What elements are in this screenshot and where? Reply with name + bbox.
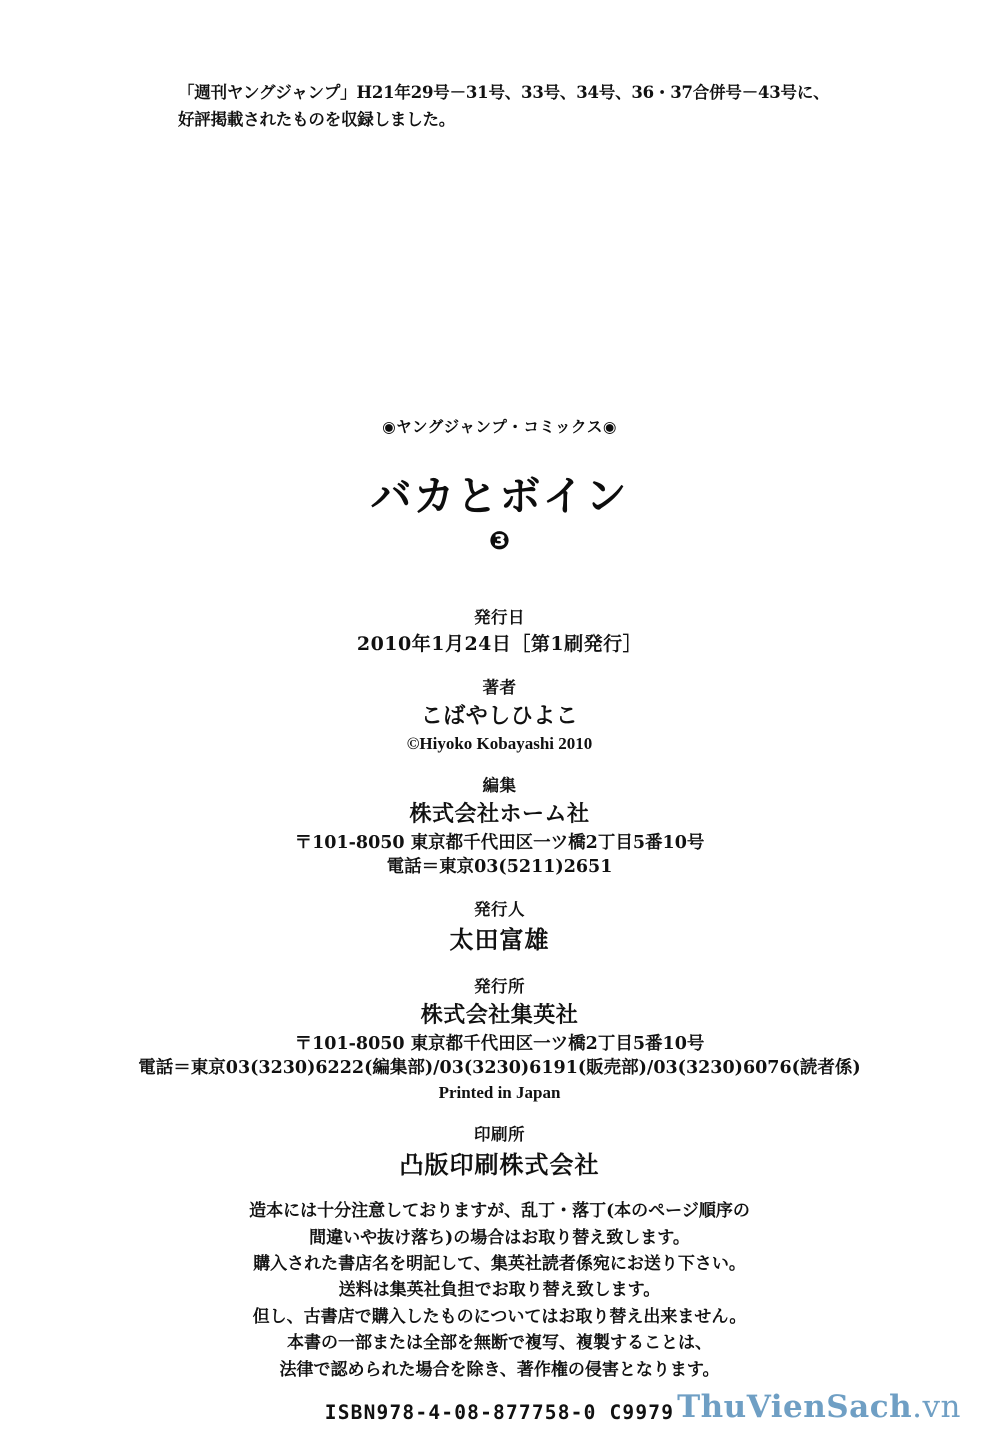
- printed-in-line: Printed in Japan: [438, 1083, 561, 1103]
- publication-date-label: 発行日: [474, 608, 525, 627]
- watermark-suffix: .vn: [912, 1389, 961, 1425]
- legal-notice: [0, 1198, 999, 1382]
- imprint-block: [0, 415, 999, 553]
- editor-company: 株式会社ホーム社: [409, 801, 590, 828]
- publisher-label: 発行所: [474, 977, 525, 997]
- legal-notice-line-2: 間違いや抜け落ち)の場合はお取り替え致します。: [309, 1227, 690, 1248]
- publication-date-value: 2010年1月24日［第1刷発行］: [356, 633, 643, 655]
- publisher-person-field: [0, 896, 999, 957]
- copyright-line: ©Hiyoko Kobayashi 2010: [406, 734, 593, 754]
- serialization-note-line-1: 「週刊ヤングジャンプ」H21年29号－31号、33号、34号、36・37合併号－43号に、: [178, 83, 830, 102]
- editor-address: 〒101-8050 東京都千代田区一ツ橋2丁目5番10号: [294, 832, 705, 853]
- author-field: [0, 674, 999, 756]
- colophon-details: [0, 588, 999, 1424]
- serialization-note: [178, 80, 878, 133]
- publisher-company: 株式会社集英社: [420, 1002, 579, 1029]
- publisher-person-name: 太田富雄: [449, 925, 550, 955]
- isbn-code: ISBN978-4-08-877758-0 C9979: [324, 1400, 675, 1424]
- watermark-part-1: Thu: [677, 1389, 747, 1425]
- site-watermark: [677, 1389, 961, 1425]
- publication-date-field: [0, 604, 999, 658]
- publisher-person-label: 発行人: [474, 900, 525, 920]
- publisher-field: [0, 973, 999, 1105]
- publisher-address: 〒101-8050 東京都千代田区一ツ橋2丁目5番10号: [294, 1033, 705, 1054]
- legal-notice-line-3: 購入された書店名を明記して、集英社読者係宛にお送り下さい。: [253, 1254, 746, 1275]
- legal-notice-line-4: 送料は集英社負担でお取り替え致します。: [338, 1280, 661, 1301]
- author-name: こばやしひよこ: [420, 702, 579, 729]
- legal-notice-line-6: 本書の一部または全部を無断で複写、複製することは、: [287, 1333, 712, 1354]
- legal-notice-line-1: 造本には十分注意しておりますが、乱丁・落丁(本のページ順序の: [249, 1201, 750, 1222]
- watermark-part-2: Vien: [746, 1389, 827, 1425]
- serialization-note-line-2: 好評掲載されたものを収録しました。: [178, 109, 456, 129]
- series-label: ◉ヤングジャンプ・コミックス◉: [382, 418, 617, 436]
- legal-notice-line-7: 法律で認められた場合を除き、著作権の侵害となります。: [279, 1359, 720, 1380]
- book-title: バカとボイン: [370, 472, 629, 520]
- watermark-part-3: Sach: [826, 1389, 913, 1425]
- editor-field: [0, 772, 999, 880]
- printer-label: 印刷所: [474, 1125, 525, 1145]
- editor-phone: 電話＝東京03(5211)2651: [386, 857, 613, 878]
- editor-label: 編集: [482, 776, 517, 796]
- publisher-phone: 電話＝東京03(3230)6222(編集部)/03(3230)6191(販売部)/03(3230)6076(読者係): [138, 1058, 861, 1079]
- volume-badge: ❸: [488, 526, 511, 555]
- author-label: 著者: [482, 677, 517, 697]
- printer-field: [0, 1121, 999, 1182]
- legal-notice-line-5: 但し、古書店で購入したものについてはお取り替え出来ません。: [252, 1306, 747, 1327]
- printer-company: 凸版印刷株式会社: [399, 1150, 600, 1180]
